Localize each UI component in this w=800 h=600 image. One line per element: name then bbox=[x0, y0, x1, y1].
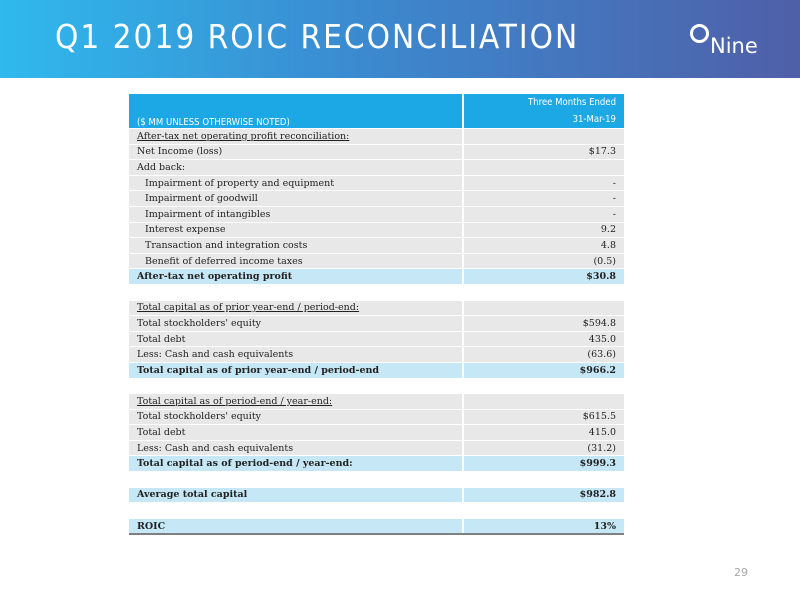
row-label: After-tax net operating profit bbox=[129, 269, 463, 285]
table-row bbox=[129, 425, 624, 441]
table-row bbox=[129, 129, 624, 145]
row-label: Total capital as of prior year-end / period-end: bbox=[129, 300, 463, 316]
table-row bbox=[129, 238, 624, 254]
row-label: Total capital as of prior year-end / period-end bbox=[129, 362, 463, 378]
total-row bbox=[129, 269, 624, 285]
total-row bbox=[129, 456, 624, 472]
logo-ring-icon bbox=[690, 24, 709, 43]
table-row bbox=[129, 331, 624, 347]
row-value: $982.8 bbox=[463, 487, 624, 503]
row-label: Transaction and integration costs bbox=[129, 238, 463, 254]
row-label: Impairment of intangibles bbox=[129, 206, 463, 222]
row-value: 13% bbox=[463, 518, 624, 534]
row-value: $30.8 bbox=[463, 269, 624, 285]
spacer-row bbox=[129, 378, 624, 394]
spacer-row bbox=[129, 503, 624, 519]
row-value: 435.0 bbox=[463, 331, 624, 347]
total-row bbox=[129, 362, 624, 378]
title-banner bbox=[0, 0, 800, 78]
table-header-row bbox=[129, 94, 624, 129]
row-value: $966.2 bbox=[463, 362, 624, 378]
table-row bbox=[129, 394, 624, 410]
table-row bbox=[129, 222, 624, 238]
roic-reconciliation-table bbox=[129, 94, 624, 535]
row-value: $999.3 bbox=[463, 456, 624, 472]
average-capital-row bbox=[129, 487, 624, 503]
spacer-row bbox=[129, 284, 624, 300]
row-label: Add back: bbox=[129, 160, 463, 176]
table-row bbox=[129, 347, 624, 363]
row-value: - bbox=[463, 191, 624, 207]
row-value: 9.2 bbox=[463, 222, 624, 238]
row-label: Total capital as of period-end / year-end: bbox=[129, 394, 463, 410]
row-label: Benefit of deferred income taxes bbox=[129, 253, 463, 269]
page-title: Q1 2019 ROIC RECONCILIATION bbox=[55, 17, 580, 56]
column-header-period bbox=[463, 94, 624, 129]
table-row bbox=[129, 144, 624, 160]
row-value: $17.3 bbox=[463, 144, 624, 160]
row-value bbox=[463, 394, 624, 410]
row-label: Average total capital bbox=[129, 487, 463, 503]
spacer-row bbox=[129, 472, 624, 488]
column-header-period-line1: Three Months Ended bbox=[527, 97, 616, 108]
column-header-period-line2: 31-Mar-19 bbox=[572, 114, 616, 125]
table-row bbox=[129, 440, 624, 456]
nine-logo bbox=[690, 22, 770, 62]
logo-text: Nine bbox=[710, 34, 758, 58]
row-value: 415.0 bbox=[463, 425, 624, 441]
row-label: Total capital as of period-end / year-end: bbox=[129, 456, 463, 472]
row-label: Less: Cash and cash equivalents bbox=[129, 347, 463, 363]
row-label: Impairment of goodwill bbox=[129, 191, 463, 207]
page-number: 29 bbox=[734, 566, 748, 579]
row-label: Total debt bbox=[129, 331, 463, 347]
table-row bbox=[129, 300, 624, 316]
row-value bbox=[463, 129, 624, 145]
row-value: $594.8 bbox=[463, 316, 624, 332]
table-row bbox=[129, 175, 624, 191]
row-value: (0.5) bbox=[463, 253, 624, 269]
row-value: - bbox=[463, 175, 624, 191]
table-row bbox=[129, 253, 624, 269]
row-value: - bbox=[463, 206, 624, 222]
row-label: Less: Cash and cash equivalents bbox=[129, 440, 463, 456]
row-value: 4.8 bbox=[463, 238, 624, 254]
table-row bbox=[129, 409, 624, 425]
table-row bbox=[129, 206, 624, 222]
row-label: Net Income (loss) bbox=[129, 144, 463, 160]
row-label: Interest expense bbox=[129, 222, 463, 238]
row-label: Total debt bbox=[129, 425, 463, 441]
row-value: (63.6) bbox=[463, 347, 624, 363]
row-value: (31.2) bbox=[463, 440, 624, 456]
table-row bbox=[129, 191, 624, 207]
roic-row bbox=[129, 518, 624, 534]
row-label: Total stockholders' equity bbox=[129, 316, 463, 332]
row-value bbox=[463, 160, 624, 176]
column-header-units: ($ MM UNLESS OTHERWISE NOTED) bbox=[129, 94, 463, 129]
row-value: $615.5 bbox=[463, 409, 624, 425]
row-value bbox=[463, 300, 624, 316]
row-label: ROIC bbox=[129, 518, 463, 534]
table-row bbox=[129, 160, 624, 176]
table-row bbox=[129, 316, 624, 332]
row-label: After-tax net operating profit reconciliation: bbox=[129, 129, 463, 145]
row-label: Impairment of property and equipment bbox=[129, 175, 463, 191]
row-label: Total stockholders' equity bbox=[129, 409, 463, 425]
